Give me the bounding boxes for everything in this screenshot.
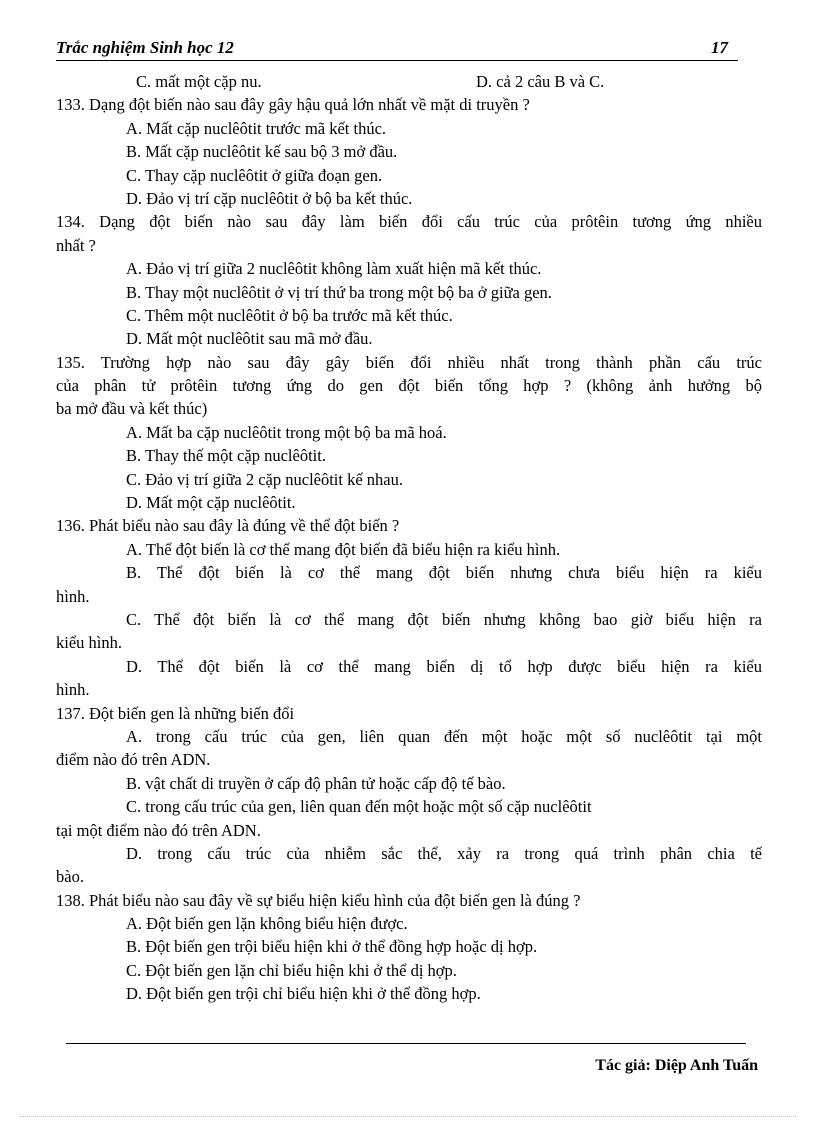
question-136: 136. Phát biểu nào sau đây là đúng về thể đột biến ? <box>56 516 400 536</box>
q136-option-d-line-2: hình. <box>56 680 90 700</box>
q136-option-b-line-1: B. Thể đột biến là cơ thể mang đột biến nhưng chưa biểu hiện ra kiểu <box>126 563 762 583</box>
q136-option-c-line-2: kiểu hình. <box>56 633 122 653</box>
question-135-line-1: 135. Trường hợp nào sau đây gây biến đổi nhiều nhất trong thành phần cấu trúc <box>56 352 762 372</box>
question-135-line-3: ba mở đầu và kết thúc) <box>56 399 208 419</box>
footer-divider <box>66 1043 746 1044</box>
q135-option-b: B. Thay thế một cặp nuclêôtit. <box>126 446 326 466</box>
q138-option-b: B. Đột biến gen trội biểu hiện khi ở thể đồng hợp hoặc dị hợp. <box>126 937 538 957</box>
q138-option-d: D. Đột biến gen trội chỉ biểu hiện khi ở thể đồng hợp. <box>126 984 481 1004</box>
question-135-line-2: của phân tử prôtêin tương ứng do gen đột biến tổng hợp ? (không ảnh hưởng bộ <box>56 376 762 396</box>
q135-option-c: C. Đảo vị trí giữa 2 cặp nuclêôtit kế nhau. <box>126 469 403 489</box>
question-134-line-2: nhất ? <box>56 235 96 255</box>
header-title: Trắc nghiệm Sinh học 12 <box>56 38 234 57</box>
option-d: D. cả 2 câu B và C. <box>476 72 605 91</box>
q136-option-a: A. Thể đột biến là cơ thể mang đột biến đã biểu hiện ra kiểu hình. <box>126 539 561 559</box>
q137-option-a-line-2: điểm nào đó trên ADN. <box>56 750 211 770</box>
q134-option-a: A. Đảo vị trí giữa 2 nuclêôtit không làm xuất hiện mã kết thúc. <box>126 259 542 279</box>
question-133: 133. Dạng đột biến nào sau đây gây hậu quả lớn nhất về mặt di truyền ? <box>56 95 530 115</box>
question-134-line-1: 134. Dạng đột biến nào sau đây làm biến đổi cấu trúc của prôtêin tương ứng nhiều <box>56 212 762 232</box>
footer-author: Tác giả: Diệp Anh Tuấn <box>595 1057 758 1074</box>
q133-option-b: B. Mất cặp nuclêôtit kế sau bộ 3 mở đầu. <box>126 142 398 162</box>
q133-option-d: D. Đảo vị trí cặp nuclêôtit ở bộ ba kết thúc. <box>126 188 413 208</box>
q138-option-a: A. Đột biến gen lặn không biểu hiện được. <box>126 914 408 934</box>
q134-option-d: D. Mất một nuclêôtit sau mã mở đầu. <box>126 329 373 349</box>
q133-option-a: A. Mất cặp nuclêôtit trước mã kết thúc. <box>126 118 387 138</box>
q136-option-c-line-1: C. Thể đột biến là cơ thể mang đột biến nhưng không bao giờ biểu hiện ra <box>126 609 762 629</box>
document-body <box>56 70 762 1006</box>
q133-option-c: C. Thay cặp nuclêôtit ở giữa đoạn gen. <box>126 165 383 185</box>
q135-option-a: A. Mất ba cặp nuclêôtit trong một bộ ba mã hoá. <box>126 422 447 442</box>
q137-option-c-line-2: tại một điểm nào đó trên ADN. <box>56 820 261 840</box>
page-bottom-edge <box>20 1116 796 1117</box>
page-header <box>56 36 738 61</box>
q135-option-d: D. Mất một cặp nuclêôtit. <box>126 493 296 513</box>
question-137: 137. Đột biến gen là những biến đổi <box>56 703 295 723</box>
q134-option-b: B. Thay một nuclêôtit ở vị trí thứ ba trong một bộ ba ở giữa gen. <box>126 282 552 302</box>
q137-option-d-line-2: bào. <box>56 867 84 887</box>
q136-option-d-line-1: D. Thể đột biến là cơ thể mang biến dị tổ hợp được biểu hiện ra kiểu <box>126 656 762 676</box>
q138-option-c: C. Đột biến gen lặn chỉ biểu hiện khi ở thể dị hợp. <box>126 960 457 980</box>
q136-option-b-line-2: hình. <box>56 586 90 606</box>
q137-option-b: B. vật chất di truyền ở cấp độ phân tử hoặc cấp độ tế bào. <box>126 773 506 793</box>
q137-option-c-line-1: C. trong cấu trúc của gen, liên quan đến một hoặc một số cặp nuclêôtit <box>126 797 592 817</box>
option-c: C. mất một cặp nu. <box>136 72 262 91</box>
q137-option-a-line-1: A. trong cấu trúc của gen, liên quan đến một hoặc một số nuclêôtit tại một <box>126 726 762 746</box>
q134-option-c: C. Thêm một nuclêôtit ở bộ ba trước mã kết thúc. <box>126 305 453 325</box>
question-138: 138. Phát biểu nào sau đây về sự biểu hiện kiểu hình của đột biến gen là đúng ? <box>56 890 581 910</box>
q137-option-d-line-1: D. trong cấu trúc của nhiễm sắc thể, xảy ra trong quá trình phân chia tế <box>126 843 762 863</box>
previous-question-options <box>56 70 762 93</box>
page-number: 17 <box>711 38 728 57</box>
